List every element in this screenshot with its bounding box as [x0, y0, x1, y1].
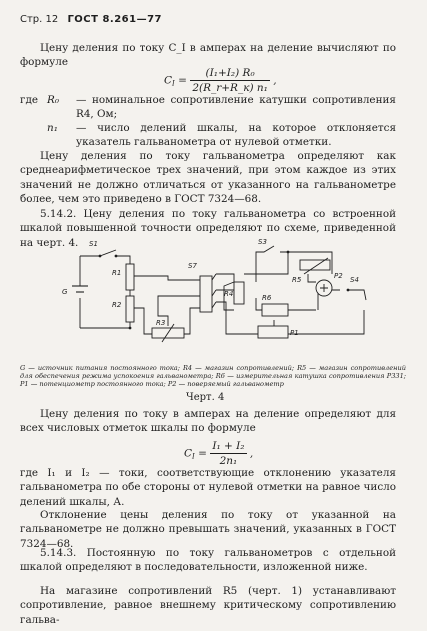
node-top-right — [287, 251, 290, 254]
page-header — [20, 14, 162, 25]
formula-2-numerator: I₁ + I₂ — [212, 440, 245, 452]
formula-2-tail: , — [249, 447, 254, 460]
node-bottom — [129, 327, 132, 330]
formula-2-lhs: C — [184, 447, 193, 460]
label-r1: R1 — [112, 269, 122, 277]
label-s7: S7 — [188, 262, 197, 270]
label-p2: P2 — [334, 272, 343, 280]
paragraph-deviation: Отклонение цены деления по току от указанной на гальванометре не должно превышать значений, указанных в ГОСТ 7324—68. — [20, 509, 396, 550]
formula-2 — [184, 440, 253, 467]
paragraph-5-14-2: 5.14.2. Цену деления по току гальванометра со встроенной шкалой повышенной точности определяют по схеме, приведенной на черт. 4. — [20, 208, 396, 249]
page-number: Стр. 12 — [20, 14, 59, 25]
where-1-n1-text: — число делений шкалы, на которое отклоняется указатель гальванометра от нулевой отметки. — [76, 122, 396, 149]
wire-r1-tap — [134, 276, 200, 280]
where-block-2: где I₁ и I₂ — токи, соответствующие отклонению указателя гальванометра по обе стороны от нулевой отметки на равное число делений шкалы, А. — [20, 467, 396, 508]
switch-s4-blade — [348, 290, 366, 300]
formula-1-fraction — [190, 67, 270, 94]
figure-caption: Черт. 4 — [186, 392, 225, 403]
formula-2-denominator: 2n₁ — [219, 455, 238, 467]
resistor-r6 — [262, 304, 288, 316]
wire-r2-tap — [134, 308, 152, 334]
node-s4 — [347, 289, 350, 292]
paragraph-5-14-3: 5.14.3. Постоянную по току гальванометров с отдельной шкалой определяют в последовательности, изложенной ниже. — [20, 547, 396, 574]
label-r3: R3 — [156, 319, 166, 327]
switch-s7-body — [200, 276, 212, 312]
label-r6: R6 — [262, 294, 272, 302]
wire-r3-right — [184, 308, 200, 334]
label-r2: R2 — [112, 301, 122, 309]
paragraph-division-all-marks: Цену деления по току в амперах на деление определяют для всех числовых отметок шкалы по формуле — [20, 408, 396, 435]
formula-1-eq: = — [178, 74, 187, 87]
node-s1-a — [99, 255, 102, 258]
switch-s7-blades — [212, 274, 216, 308]
wire-r5-down — [308, 274, 316, 282]
paragraph-price-division-intro: Цену деления по току C_I в амперах на деление вычисляют по формуле — [20, 42, 396, 69]
formula-1-numerator: (I₁+I₂) R₀ — [190, 67, 270, 81]
potentiometer-p1 — [258, 326, 288, 338]
resistor-r4 — [234, 282, 244, 304]
wire-right-bottom — [288, 310, 364, 334]
paragraph-average-value: Цену деления по току гальванометра определяют как среднеарифметическое трех значений, при этом каждое из этих значений не должно отличаться от указанного на гальванометре более, чем это приведено в ГОСТ 7324—68. — [20, 150, 396, 205]
label-r4: R4 — [224, 290, 234, 298]
paragraph-resistance-box: На магазине сопротивлений R5 (черт. 1) устанавливают сопротивление, равное внешнему критическому сопротивлению гальва- — [20, 585, 396, 626]
node-s1-b — [115, 255, 118, 258]
diagram-legend: G — источник питания постоянного тока; R4 — магазин сопротивлений; R5 — магазин сопротивлений для обеспечения режима успокоения гальванометра; R6 — измерительная катушка сопротивления Р331; P1 — потенциометр постоянного тока; P2 — поверяемый гальванометр — [20, 363, 406, 389]
where-1-r0-text: — номинальное сопротивление катушки сопротивления R4, Ом; — [76, 94, 396, 121]
wire-bottom-left — [80, 322, 130, 328]
resistor-r2 — [126, 296, 134, 322]
formula-2-lhs-sub: I — [192, 452, 195, 461]
formula-1 — [164, 67, 277, 94]
wire-to-s3 — [244, 252, 288, 274]
label-g: G — [62, 288, 68, 296]
formula-1-denominator: 2(R_r+R_к) n₁ — [192, 82, 268, 94]
circuit-diagram — [48, 238, 378, 350]
where-1-r0-symbol: R₀ — [47, 94, 59, 106]
label-p1: P1 — [290, 329, 299, 337]
label-s4: S4 — [350, 276, 359, 284]
formula-1-tail: , — [273, 74, 277, 87]
where-1-lead: где — [20, 94, 38, 106]
switch-s1-blade — [100, 250, 116, 256]
formula-1-lhs-sub: I — [172, 79, 175, 88]
label-s3: S3 — [258, 238, 267, 246]
resistor-r1 — [126, 264, 134, 290]
formula-1-lhs: C — [164, 74, 173, 87]
formula-2-fraction — [210, 440, 246, 467]
label-s1: S1 — [89, 240, 98, 248]
wire-s1-to-r1 — [116, 256, 130, 264]
formula-2-eq: = — [198, 447, 207, 460]
standard-number: ГОСТ 8.261—77 — [67, 14, 162, 25]
label-r5: R5 — [292, 276, 302, 284]
resistor-r5 — [300, 260, 330, 270]
switch-s3-blade — [256, 246, 274, 282]
where-1-n1-symbol: n₁ — [47, 122, 58, 134]
